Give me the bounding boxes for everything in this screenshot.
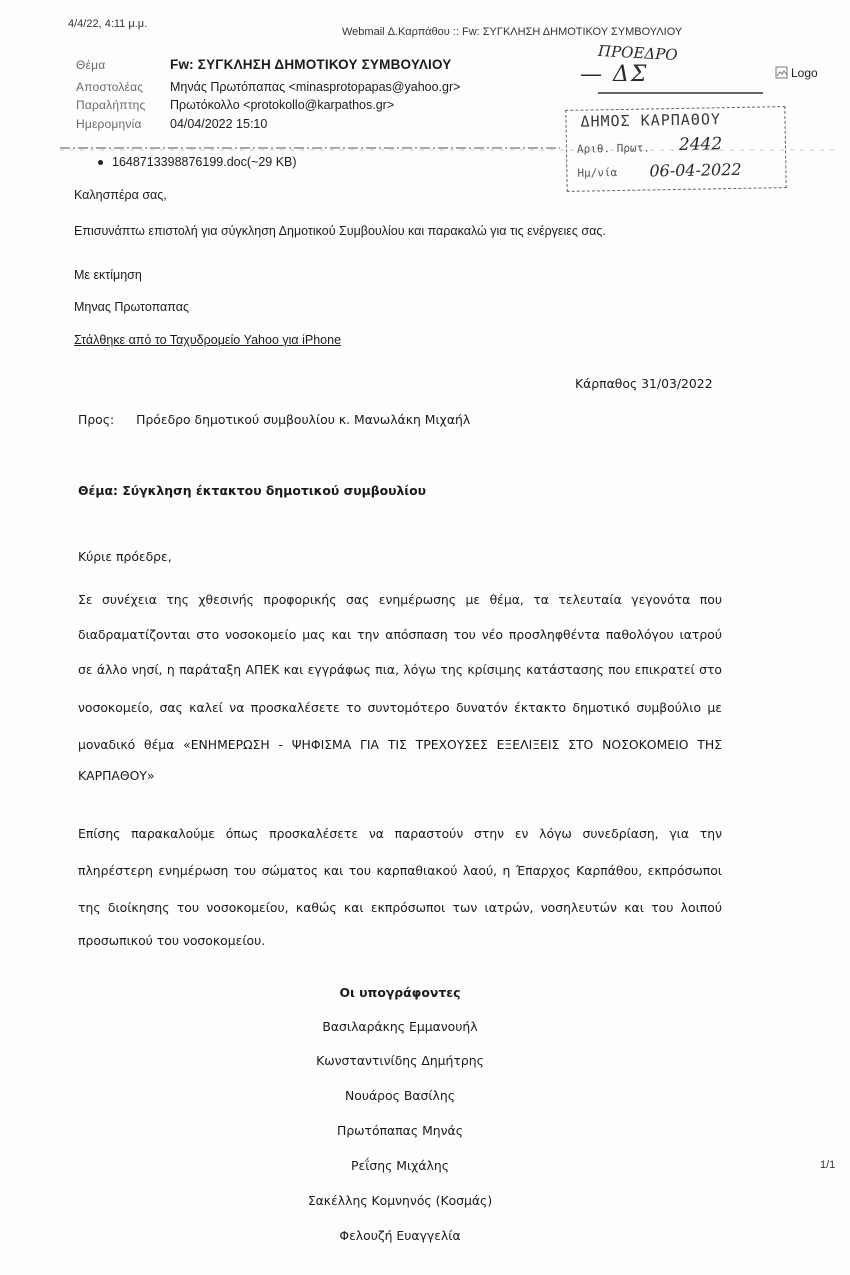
email-to: Πρωτόκολλο <protokollo@karpathos.gr> — [170, 98, 395, 112]
print-title: Webmail Δ.Καρπάθου :: Fw: ΣΥΓΚΛΗΣΗ ΔΗΜΟΤΙΚΟΥ ΣΥΜΒΟΥΛΙΟΥ — [342, 26, 683, 38]
signatory-name: Σακέλλης Κομνηνός (Κοσμάς) — [307, 1193, 493, 1208]
signatories-title: Οι υπογράφοντες — [339, 985, 461, 1000]
paragraph-line: διαδραματίζονται στο νοσοκομείο μας και την απόσπαση του νέο προσληφθέντα παθολόγου ιατρού — [78, 627, 722, 642]
to-label: Παραλήπτης — [76, 98, 146, 112]
from-label: Αποστολέας — [76, 80, 144, 94]
signatory-name: Πρωτόπαπας Μηνάς — [337, 1123, 463, 1138]
stamp-protocol-label: Αριθ. Πρωτ. — [576, 141, 650, 156]
paragraph-line: νοσοκομείο, σας καλεί να προσκαλέσετε το συντομότερο δυνατόν έκτακτο δημοτικό συμβούλιο με — [78, 700, 722, 715]
attachment-filename: 1648713398876199.doc(~29 KB) — [112, 155, 297, 169]
email-regards: Με εκτίμηση — [74, 268, 142, 282]
email-sender-name: Μηνας Πρωτοπαπας — [74, 300, 189, 314]
paragraph-line: πληρέστερη ενημέρωση του σώματος και του καρπαθιακού λαού, η Έπαρχος Καρπάθου, εκπρόσωποι — [78, 863, 722, 878]
paragraph-line: Σε συνέχεια της χθεσινής προφορικής σας ενημέρωσης με θέμα, τα τελευταία γεγονότα που — [78, 592, 722, 607]
stamp-date-value: 06-04-2022 — [649, 159, 742, 181]
yahoo-signature-link[interactable]: Στάλθηκε από το Ταχυδρομείο Yahoo για iPhone — [74, 333, 342, 347]
logo — [775, 66, 818, 80]
recipient-value: Πρόεδρο δημοτικού συμβουλίου κ. Μανωλάκη Μιχαήλ — [136, 412, 471, 427]
paragraph-line: Επίσης παρακαλούμε όπως προσκαλέσετε να παραστούν στην εν λόγω συνεδρίαση, για την — [78, 826, 722, 841]
date-label: Ημερομηνία — [76, 117, 142, 131]
signatory-name: Νουάρος Βασίλης — [344, 1088, 455, 1103]
paragraph-line: μοναδικό θέμα «ΕΝΗΜΕΡΩΣΗ - ΨΗΦΙΣΜΑ ΓΙΑ ΤΙΣ ΤΡΕΧΟΥΣΕΣ ΕΞΕΛΙΞΕΙΣ ΣΤΟ ΝΟΣΟΚΟΜΕΙΟ ΤΗΣ — [78, 737, 722, 752]
signatory-name: Βασιλαράκης Εμμανουήλ — [322, 1019, 478, 1034]
handwritten-underline — [598, 90, 768, 96]
letter-subject: Θέμα: Σύγκληση έκτακτου δημοτικού συμβουλίου — [78, 483, 427, 498]
paragraph-line: ΚΑΡΠΑΘΟΥ» — [78, 768, 155, 783]
print-datetime: 4/4/22, 4:11 μ.μ. — [68, 18, 148, 30]
stamp-date-label: Ημ/νία — [577, 166, 618, 180]
email-from: Μηνάς Πρωτόπαπας <minasprotopapas@yahoo.gr> — [170, 80, 461, 94]
email-message: Επισυνάπτω επιστολή για σύγκληση Δημοτικού Συμβουλίου και παρακαλώ για τις ενέργειες σας. — [74, 224, 606, 238]
stamp-municipality: ΔΗΜΟΣ ΚΑΡΠΑΘΟΥ — [580, 110, 722, 131]
attachment-item[interactable] — [98, 155, 297, 169]
broken-image-icon — [775, 66, 789, 80]
letter-recipient — [78, 412, 470, 427]
paragraph-line: της διοίκησης του νοσοκομείου, καθώς και εκπρόσωποι των ιατρών, νοσηλευτών και του λοιπού — [78, 900, 722, 915]
handwritten-proedro: ΠΡΟΕΔΡΟ — [597, 41, 679, 65]
paragraph-line: σε άλλο νησί, η παράταξη ΑΠΕΚ και εγγράφως πια, λόγω της κρίσιμης κατάστασης που επικρατεί στο — [78, 662, 722, 677]
stamp-protocol-number: 2442 — [678, 134, 723, 155]
email-subject: Fw: ΣΥΓΚΛΗΣΗ ΔΗΜΟΤΙΚΟΥ ΣΥΜΒΟΥΛΙΟΥ — [170, 57, 452, 72]
signatory-name: Κωνσταντινίδης Δημήτρης — [316, 1053, 484, 1068]
letter-salutation: Κύριε πρόεδρε, — [78, 549, 172, 564]
logo-alt-text: Logo — [791, 66, 818, 80]
page-count: 1/1 — [820, 1159, 836, 1171]
signatory-name: Φελουζή Ευαγγελία — [339, 1228, 461, 1243]
email-greeting: Καλησπέρα σας, — [74, 188, 167, 202]
email-date: 04/04/2022 15:10 — [170, 117, 268, 131]
subject-label: Θέμα — [76, 58, 106, 72]
signatory-name: Ρεΐσης Μιχάλης — [351, 1158, 449, 1173]
handwritten-ds: — ΔΣ — [580, 62, 649, 87]
paragraph-line: προσωπικού του νοσοκομείου. — [78, 933, 266, 948]
recipient-label: Προς: — [78, 412, 115, 427]
bullet-icon — [98, 160, 103, 165]
letter-place-date: Κάρπαθος 31/03/2022 — [575, 376, 713, 391]
protocol-stamp — [565, 106, 786, 192]
